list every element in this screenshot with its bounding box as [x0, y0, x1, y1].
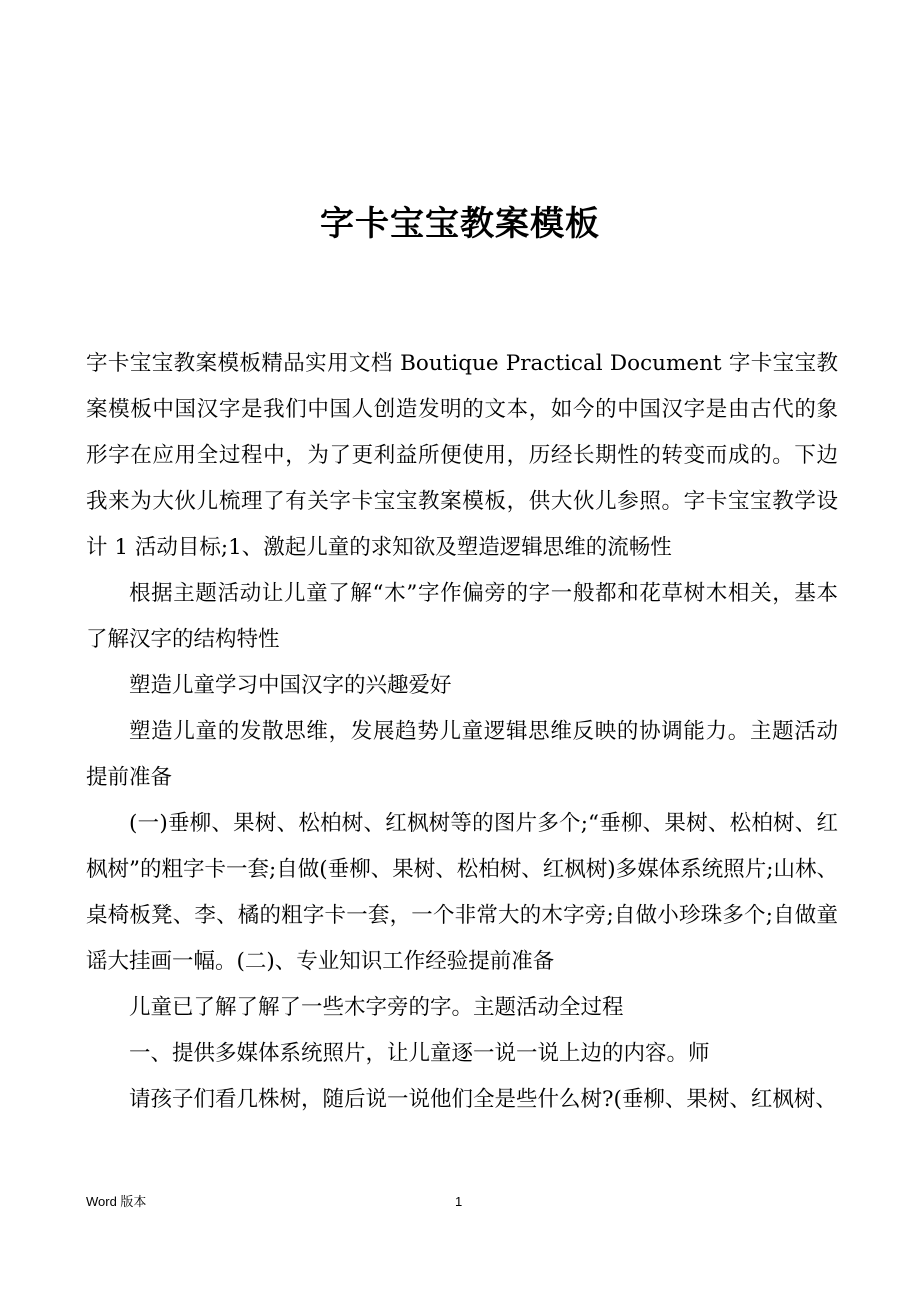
- paragraph: 塑造儿童学习中国汉字的兴趣爱好: [129, 673, 452, 698]
- paragraph: 一、提供多媒体系统照片，让儿童逐一说一说上边的内容。师: [129, 1041, 710, 1066]
- paragraph: 儿童已了解了解了一些木字旁的字。主题活动全过程: [129, 995, 624, 1020]
- document-body: [86, 341, 838, 1123]
- footer-label: Word 版本: [86, 1194, 147, 1209]
- document-title: 字卡宝宝教案模板: [320, 204, 600, 244]
- paragraph: (一)垂柳、果树、松柏树、红枫树等的图片多个;“垂柳、果树、松柏树、红枫树”的粗字卡一套;自做(垂柳、果树、松柏树、红枫树)多媒体系统照片;山林、桌椅板凳、李、橘的粗字卡一套，一个非常大的木字旁;自做小珍珠多个;自做童谣大挂画一幅。(二)、专业知识工作经验提前准备: [86, 811, 838, 974]
- paragraph: 请孩子们看几株树，随后说一说他们全是些什么树?(垂柳、果树、红枫树、: [129, 1087, 837, 1112]
- page-number: 1: [455, 1194, 463, 1209]
- paragraph: 塑造儿童的发散思维，发展趋势儿童逻辑思维反映的协调能力。主题活动提前准备: [86, 719, 838, 790]
- paragraph: 根据主题活动让儿童了解“木”字作偏旁的字一般都和花草树木相关，基本了解汉字的结构特性: [86, 581, 838, 652]
- paragraph: 字卡宝宝教案模板精品实用文档 Boutique Practical Document 字卡宝宝教案模板中国汉字是我们中国人创造发明的文本，如今的中国汉字是由古代的象形字在应用全过程中，为了更利益所便使用，历经长期性的转变而成的。下边我来为大伙儿梳理了有关字卡宝宝教案模板，供大伙儿参照。字卡宝宝教学设计 1 活动目标;1、激起儿童的求知欲及塑造逻辑思维的流畅性: [86, 351, 838, 560]
